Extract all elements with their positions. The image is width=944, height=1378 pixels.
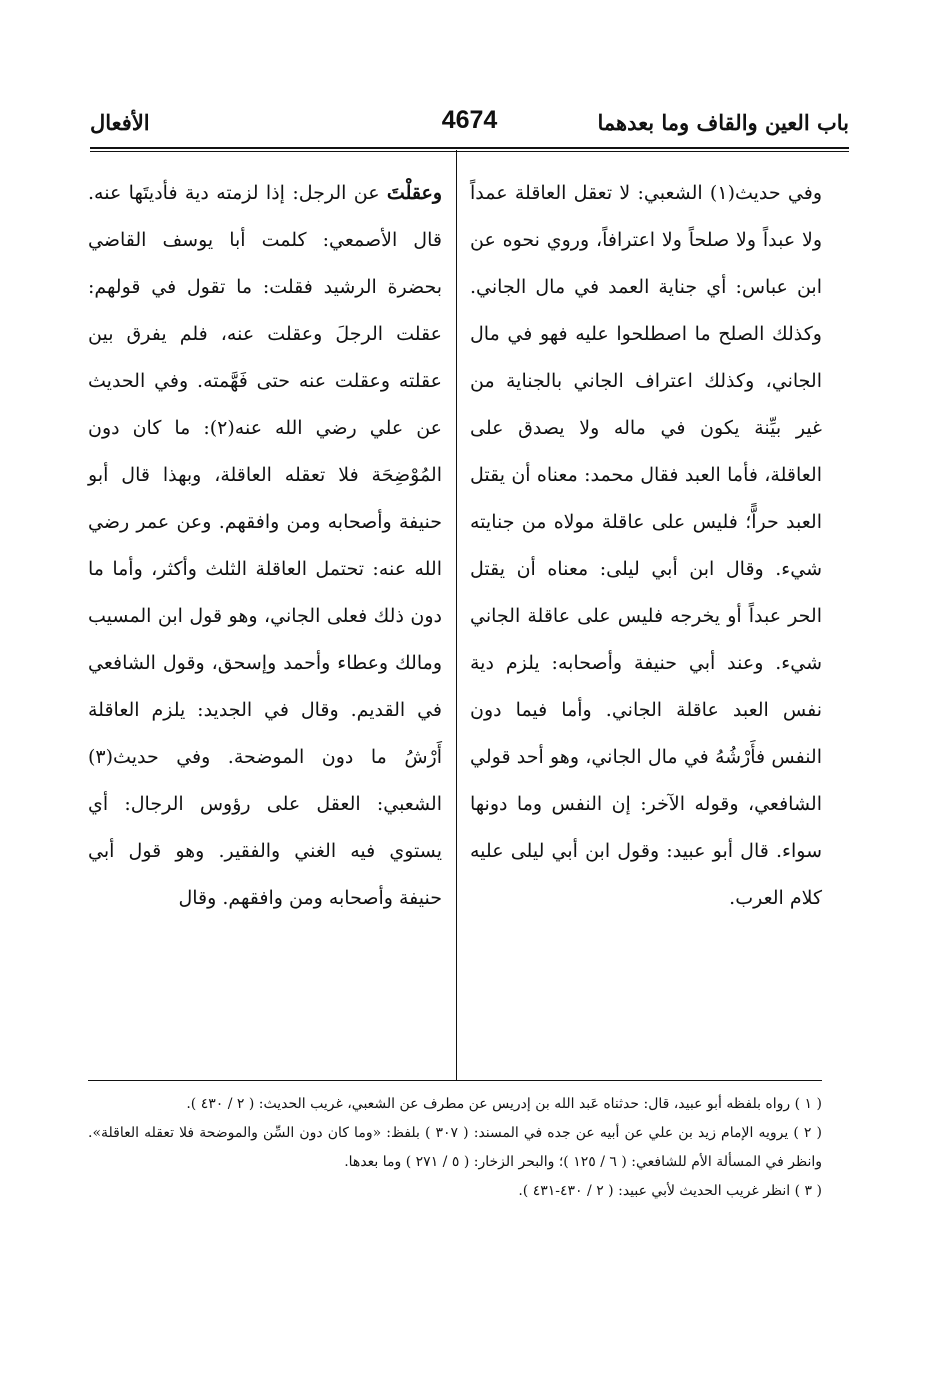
section-title: الأفعال — [90, 110, 150, 135]
footnote-2: ( ٢ ) يرويه الإمام زيد بن علي عن أبيه عن جده في المسند: ( ٣٠٧ ) بلفظ: «وما كان دون السِّن والموضحة فلا تعقله العاقلة». وانظر في المسألة الأم للشافعي: ( ٦ / ١٢٥ )؛ والبحر الزخار: ( ٥ / ٢٧١ ) وما بعدها. — [88, 1125, 822, 1170]
page-number: 4674 — [441, 106, 498, 134]
footnote-rule — [88, 1080, 822, 1081]
footnotes — [88, 1090, 822, 1206]
footnote-1: ( ١ ) رواه بلفظه أبو عبيد، قال: حدثناه عَبد الله بن إدريس عن مطرف عن الشعبي، غريب الحديث: ( ٢ / ٤٣٠ ). — [186, 1096, 822, 1112]
right-column-text: وفي حديث(١) الشعبي: لا تعقل العاقلة عمداً ولا عبداً ولا صلحاً ولا اعترافاً، وروي نحوه عن ابن عباس: أي جناية العمد في مال الجاني. وكذلك الصلح ما اصطلحوا عليه فهو في مال الجاني، وكذلك اعتراف الجاني بالجناية من غير بيِّنة يكون في ماله ولا يصدق على العاقلة، فأما العبد فقال محمد: معناه أن يقتل العبد حراًّ؛ فليس على عاقلة مولاه من جنايته شيء. وقال ابن أبي ليلى: معناه أن يقتل الحر عبداً أو يخرجه فليس على عاقلة الجاني شيء. وعند أبي حنيفة وأصحابه: يلزم دية نفس العبد عاقلة الجاني. وأما فيما دون النفس فأَرْشُهُ في مال الجاني، وهو أحد قولي الشافعي، وقوله الآخر: إن النفس وما دونها سواء. قال أبو عبيد: وقول ابن أبي ليلى عليه كلام العرب. — [470, 182, 822, 909]
footnote-3: ( ٣ ) انظر غريب الحديث لأبي عبيد: ( ٢ / ٤٣٠-٤٣١ ). — [518, 1183, 822, 1199]
left-column — [88, 170, 442, 922]
page-header — [90, 104, 849, 144]
left-column-text: عن الرجل: إذا لزمته دية فأديتَها عنه. قال الأصمعي: كلمت أبا يوسف القاضي بحضرة الرشيد فقلت: ما تقول في قولهم: عقلت الرجلَ وعقلت عنه، فلم يفرق بين عقلته وعقلت عنه حتى فَهَّمته. وفي الحديث عن علي رضي الله عنه(٢): ما كان دون المُوْضِحَة فلا تعقله العاقلة، وبهذا قال أبو حنيفة وأصحابه ومن وافقهم. وعن عمر رضي الله عنه: تحتمل العاقلة الثلث وأكثر، وأما ما دون ذلك فعلى الجاني، وهو قول ابن المسيب ومالك وعطاء وأحمد وإسحق، وقول الشافعي في القديم. وقال في الجديد: يلزم العاقلة أَرْشُ ما دون الموضحة. وفي حديث(٣) الشعبي: العقل على رؤوس الرجال: أي يستوي فيه الغني والفقير. وهو قول أبي حنيفة وأصحابه ومن وافقهم. وقال — [88, 182, 442, 909]
headword: وعقلْتَ — [386, 182, 442, 204]
column-divider — [456, 150, 457, 1080]
chapter-title: باب العين والقاف وما بعدهما — [597, 110, 849, 135]
right-column — [470, 170, 822, 922]
left-column-paragraph — [88, 170, 442, 922]
header-rule — [90, 147, 849, 152]
